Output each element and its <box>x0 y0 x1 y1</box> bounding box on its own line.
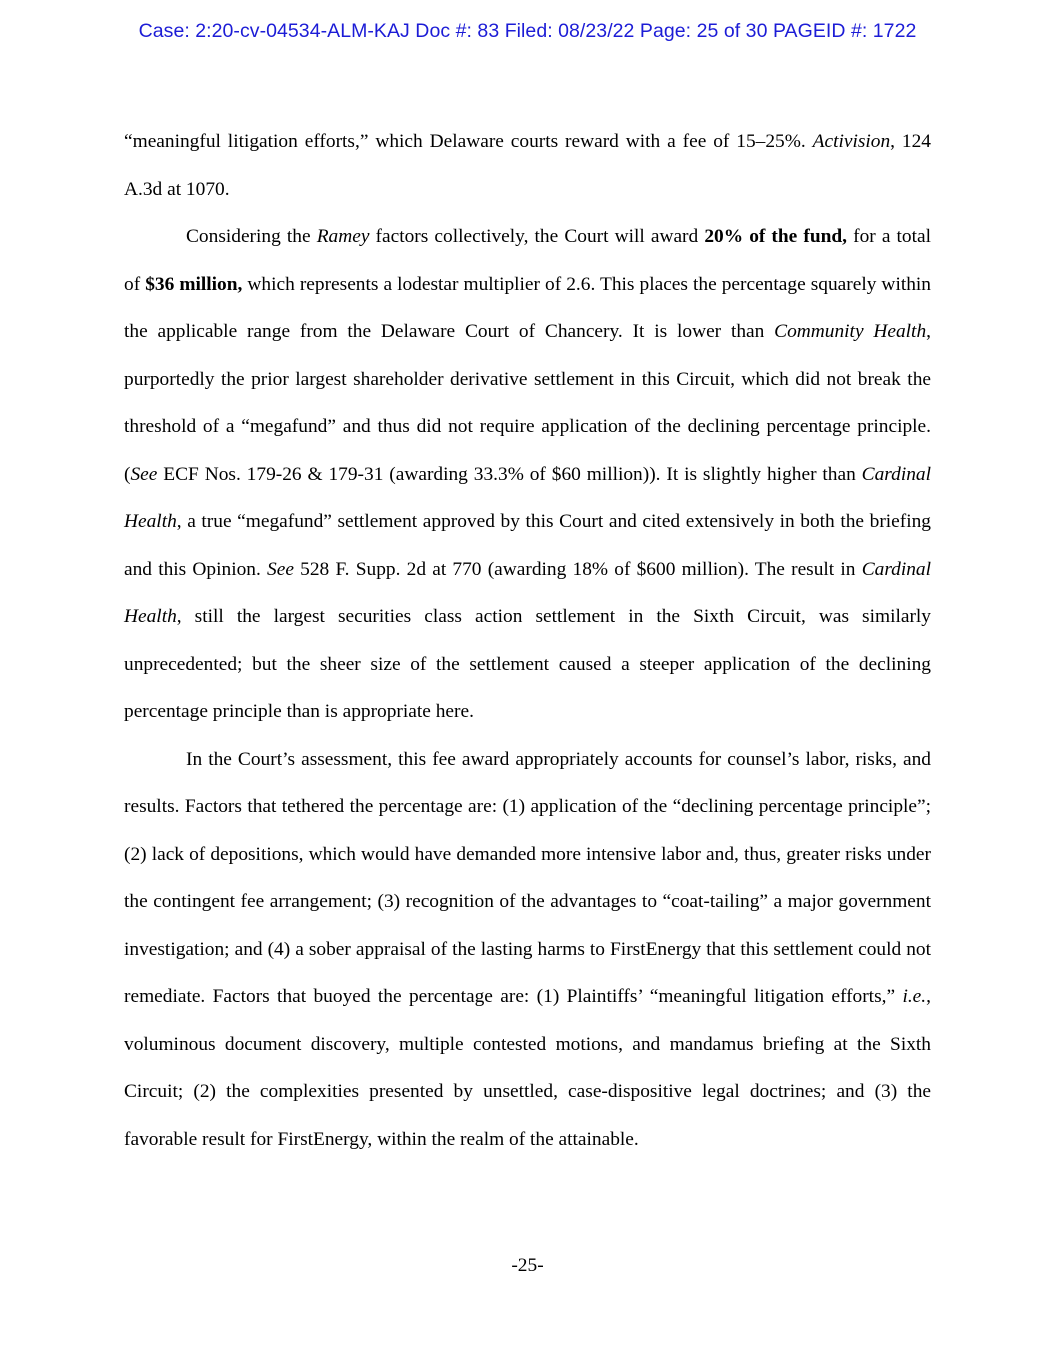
bold-text: $36 million, <box>145 273 243 295</box>
text-segment: , 124 A.3d at 1070. <box>124 131 931 200</box>
page-number: -25- <box>511 1255 544 1276</box>
bold-text: 20% of the fund, <box>704 226 848 247</box>
paragraph <box>124 736 931 1164</box>
italic-text: Community Health <box>774 321 927 342</box>
paragraph <box>124 118 931 213</box>
text-segment: for a total of <box>124 226 932 295</box>
italic-text: Cardinal Health <box>124 463 931 532</box>
text-segment: , a true “megafund” settlement approved by this Court and cited extensively in both the briefing and this Opinion. <box>124 511 931 580</box>
text-segment: which represents a lodestar multiplier of 2.6. This places the percentage squarely within the applicable range from the Delaware Court of Chancery. It is lower than <box>124 273 931 342</box>
opinion-body <box>124 118 931 1163</box>
text-segment: , purportedly the prior largest shareholder derivative settlement in this Circuit, which did not break the threshold of a “megafund” and thus did not require application of the declining percentage principle. ( <box>124 321 931 485</box>
text-segment: “meaningful litigation efforts,” which Delaware courts reward with a fee of 15–25%. <box>124 131 813 152</box>
italic-text: i.e. <box>902 986 927 1007</box>
text-segment: ECF Nos. 179-26 & 179-31 (awarding 33.3% of $60 million)). It is slightly higher than <box>157 463 862 485</box>
text-segment: , still the largest securities class action settlement in the Sixth Circuit, was similarly unprecedented; but the sheer size of the settlement caused a steeper application of the declining percentage principle than is appropriate here. <box>124 606 931 722</box>
italic-text: See <box>267 558 294 580</box>
text-segment: factors collectively, the Court will award <box>369 226 705 247</box>
text-segment: Considering the <box>186 226 317 247</box>
italic-text: See <box>130 463 158 485</box>
text-segment: 528 F. Supp. 2d at 770 (awarding 18% of $600 million). The result in <box>293 558 862 580</box>
italic-text: Ramey <box>316 226 370 247</box>
case-header: Case: 2:20-cv-04534-ALM-KAJ Doc #: 83 Filed: 08/23/22 Page: 25 of 30 PAGEID #: 1722 <box>138 20 917 42</box>
text-segment: In the Court’s assessment, this fee award appropriately accounts for counsel’s labor, risks, and results. Factors that tethered the percentage are: (1) application of the “declining percentage principle”; (2) lack of depositions, which would have demanded more intensive labor and, thus, greater risks under the contingent fee arrangement; (3) recognition of the advantages to “coat-tailing” a major government investigation; and (4) a sober appraisal of the lasting harms to FirstEnergy that this settlement could not remediate. Factors that buoyed the percentage are: (1) Plaintiffs’ “meaningful litigation efforts,” <box>124 748 931 1007</box>
italic-text: Cardinal Health <box>124 558 932 627</box>
italic-text: Activision <box>812 131 891 152</box>
paragraph <box>124 213 931 736</box>
text-segment: , voluminous document discovery, multiple contested motions, and mandamus briefing at the Sixth Circuit; (2) the complexities presented by unsettled, case-dispositive legal doctrines; and (3) the favorable result for FirstEnergy, within the realm of the attainable. <box>124 986 931 1150</box>
